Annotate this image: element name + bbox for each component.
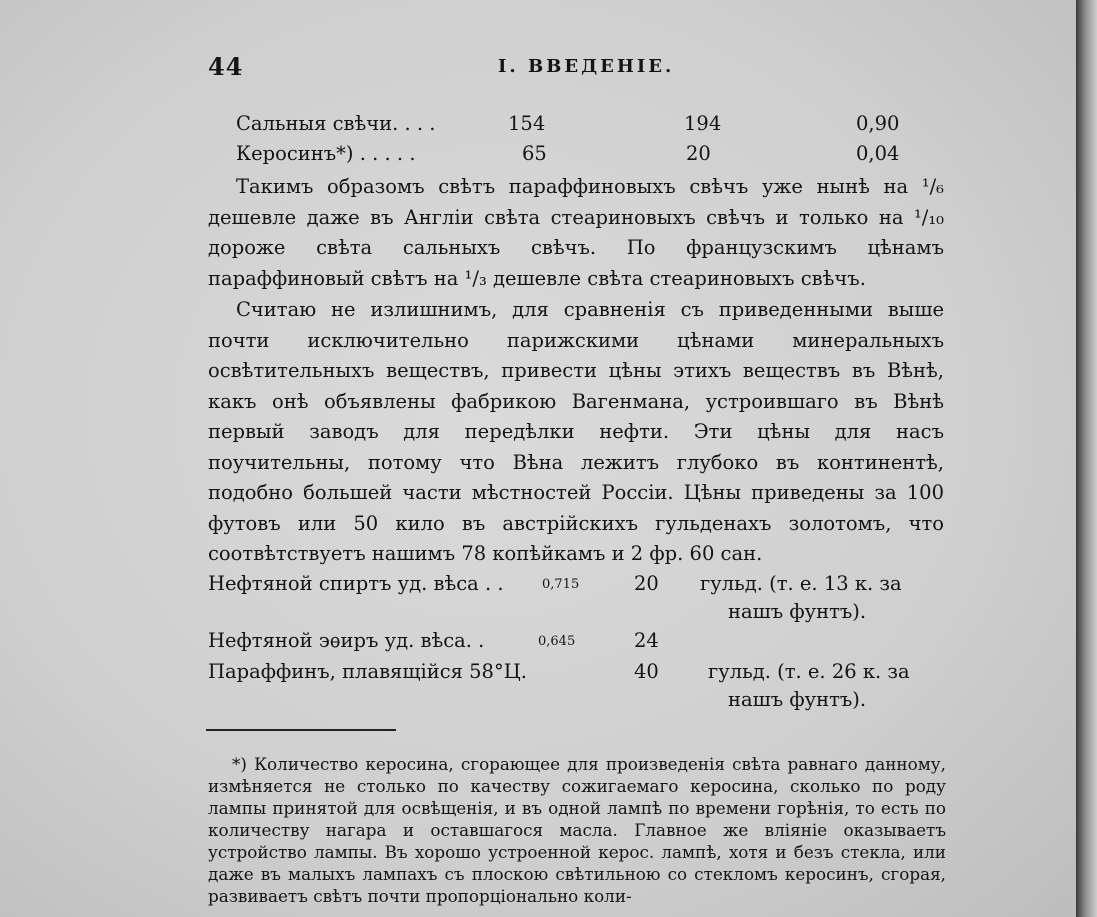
row-value-2: 194 [684,112,722,135]
paragraph: Считаю не излишнимъ, для сравненія съ приведенными выше почти исключительно парижскими цѣнами минеральныхъ освѣтительныхъ веществъ, привести цѣны этихъ веществъ въ Вѣнѣ, какъ онѣ объявлены фабрикою Вагенмана, устроившаго въ Вѣнѣ первый заводъ для передѣлки нефти. Эти цѣны для насъ поучительны, потому что Вѣна лежитъ глубоко въ континентѣ, подобно большей части мѣстностей Россіи. Цѣны приведены за 100 футовъ или 50 кило въ австрійскихъ гульденахъ золотомъ, что соотвѣтствуетъ нашимъ 78 копѣйкамъ и 2 фр. 60 сан. [208,298,944,565]
row-value-1: 154 [508,112,546,135]
section-title: I. ВВЕДЕНІЕ. [498,56,675,77]
row-value-2: 20 [686,142,711,165]
price-row-note-cont: нашъ фунтъ). [728,600,867,623]
row-label: Сальныя свѣчи. . . . [236,112,436,135]
book-spine [1076,0,1097,917]
price-row-note: гульд. (т. е. 13 к. за [700,572,902,595]
row-value-3: 0,04 [856,142,900,165]
page-header [208,52,948,82]
price-row-price: 40 [634,660,659,683]
row-value-1: 65 [522,142,547,165]
price-row [208,572,948,623]
price-row-label: Нефтяной спиртъ уд. вѣса . . [208,572,504,595]
table-row [236,142,946,170]
page-number: 44 [208,52,244,81]
price-row-label: Нефтяной эѳиръ уд. вѣса. . [208,629,485,652]
price-row-price: 24 [634,629,659,652]
table-row [236,112,946,140]
row-label: Керосинъ*) . . . . . [236,142,416,165]
paragraph: Такимъ образомъ свѣтъ параффиновыхъ свѣчъ уже нынѣ на ¹/₆ дешевле даже въ Англіи свѣта стеариновыхъ свѣчъ и только на ¹/₁₀ дороже свѣта сальныхъ свѣчъ. По французскимъ цѣнамъ параффиновый свѣтъ на ¹/₃ дешевле свѣта стеариновыхъ свѣчъ. [208,175,944,290]
price-row-density: 0,645 [538,634,576,649]
price-row-price: 20 [634,572,659,595]
price-row [208,660,948,711]
price-row-note-cont: нашъ фунтъ). [728,688,867,711]
row-value-3: 0,90 [856,112,900,135]
price-row-note: гульд. (т. е. 26 к. за [708,660,910,683]
footnote: *) Количество керосина, сгорающее для произведенія свѣта равнаго данному, измѣняется не столько по качеству сожигаемаго керосина, сколько по роду лампы принятой для освѣщенія, и въ одной лампѣ по времени горѣнія, то есть по количеству нагара и оставшагося масла. Главное же вліяніе оказываетъ устройство лампы. Въ хорошо устроенной керос. лампѣ, хотя и безъ стекла, или даже въ малыхъ лампахъ съ плоскою свѣтильною со стекломъ керосинъ, сгорая, развиваетъ свѣтъ почти пропорціонально коли- [208,754,946,906]
footnote-rule [206,729,396,731]
price-row [208,629,948,657]
price-row-label: Параффинъ, плавящійся 58°Ц. [208,660,527,683]
price-row-density: 0,715 [542,577,580,592]
